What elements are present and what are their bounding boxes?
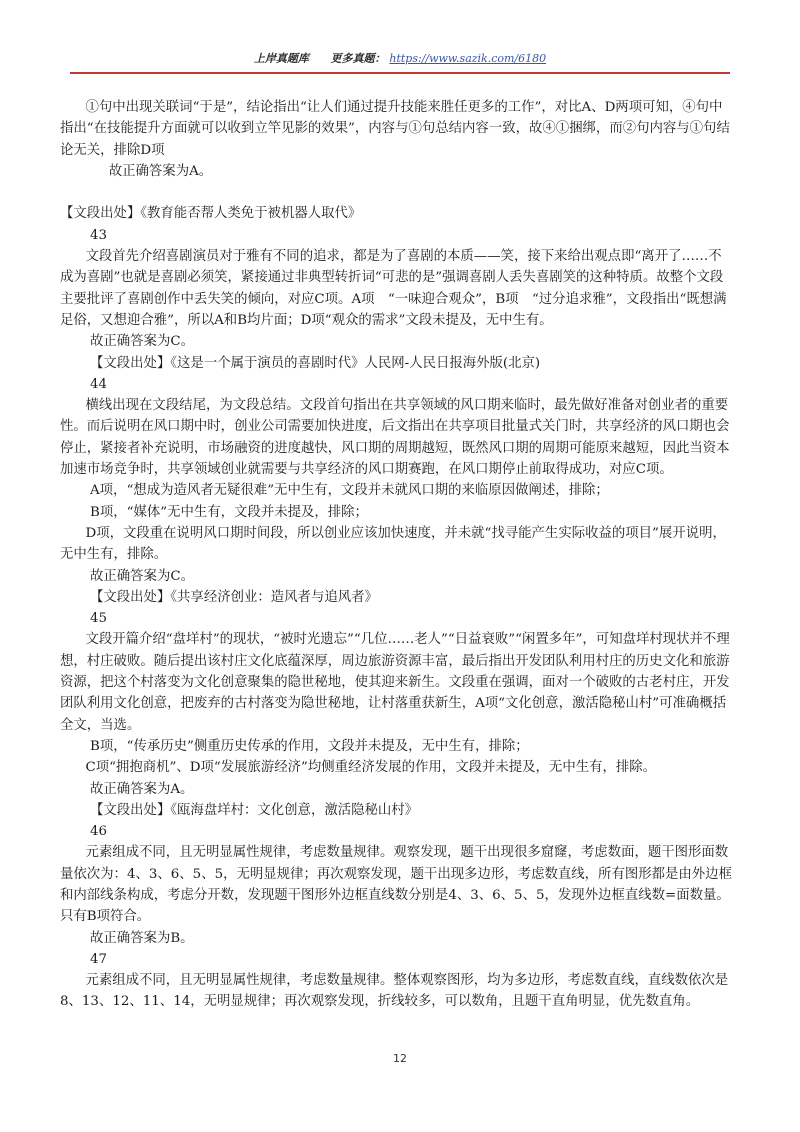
header-site-name: 上岸真题库: [253, 52, 309, 65]
answer-line: 故正确答案为A。: [90, 781, 194, 797]
source-citation: 【文段出处】《瓯海盘垟村：文化创意，激活隐秘山村》: [90, 802, 419, 818]
header-url-link[interactable]: https://www.sazik.com/6180: [389, 52, 547, 65]
page-header: [70, 50, 730, 72]
paragraph: C项“拥抱商机”、D项“发展旅游经济”均侧重经济发展的作用，文段并未提及，无中生有，排除。: [85, 760, 657, 776]
page-number: 12: [393, 1052, 407, 1065]
paragraph: 横线出现在文段结尾，为文段总结。文段首句指出在共享领域的风口期来临时，最先做好准备对创业者的重要性。而后说明在风口期中时，创业公司需要加快进度，后文指出在共享项目批量式关门时，共享经济的风口期也会停止，紧接者补充说明，市场融资的进度越快，风口期的周期越短，既然风口期的周期可能原来越短，因此当资本加速市场竞争时，共享领域创业就需要与共享经济的风口期赛跑，在风口期停止前取得成功，对应C项。: [60, 398, 730, 478]
question-number: 47: [90, 951, 108, 967]
paragraph: D项，文段重在说明风口期时间段，所以创业应该加快速度，并未就“找寻能产生实际收益的项目”展开说明，无中生有，排除。: [60, 525, 726, 563]
answer-line: 故正确答案为A。: [108, 163, 213, 179]
source-citation: 【文段出处】《教育能否帮人类免于被机器人取代》: [60, 206, 362, 222]
paragraph: 文段首先介绍喜剧演员对于雅有不同的追求，都是为了喜剧的本质——笑，接下来给出观点即“离开了……不成为喜剧”也就是喜剧必须笑，紧接通过非典型转折词“可悲的是”强调喜剧人丢失喜剧笑的这种特质。故整个文段主要批评了喜剧创作中丢失笑的倾向，对应C项。A项 “一味迎合观众”，B项 “过分追求雅”，文段指出“既想满足俗，又想迎合雅”，所以A和B均片面；D项“观众的需求”文段未提及，无中生有。: [60, 249, 727, 328]
paragraph: 文段开篇介绍“盘垟村”的现状，“被时光遗忘”“几位……老人”“日益衰败”“闲置多年”，可知盘垟村现状并不理想，村庄破败。随后提出该村庄文化底蕴深厚，周边旅游资源丰富，最后指出开发团队利用村庄的历史文化和旅游资源，把这个村落变为文化创意聚集的隐世秘地，使其迎来新生。文段重在强调，面对一个破败的古老村庄，开发团队利用文化创意，把废弃的古村落变为隐世秘地，让村落重获新生，A项“文化创意，激活隐秘山村”可准确概括全文，当选。: [60, 632, 730, 733]
paragraph: 元素组成不同，且无明显属性规律，考虑数量规律。观察发现，题干出现很多窟窿，考虑数面，题干图形面数量依次为：4、3、6、5、5，无明显规律；再次观察发现，题干出现多边形，考虑数直线，所有图形都是由外边框和内部线条构成，考虑分开数，发现题干图形外边框直线数分别是4、3、6、5、5，发现外边框直线数=面数量。只有B项符合。: [60, 845, 732, 925]
paragraph: B项，“媒体”无中生有，文段并未提及，排除；: [90, 504, 368, 520]
question-number: 46: [90, 824, 108, 840]
paragraph: B项，“传承历史”侧重历史传承的作用，文段并未提及，无中生有，排除；: [90, 738, 529, 754]
paragraph: A项，“想成为造风者无疑很难”无中生有，文段并未就风口期的来临原因做阐述，排除；: [90, 483, 609, 499]
answer-line: 故正确答案为B。: [90, 930, 194, 946]
question-number: 45: [90, 611, 108, 627]
question-number: 44: [90, 376, 108, 392]
source-citation: 【文段出处】《共享经济创业：造风者与追风者》: [90, 589, 378, 605]
header-label: 更多真题：: [330, 52, 386, 65]
paragraph: ①句中出现关联词“于是”，结论指出“让人们通过提升技能来胜任更多的工作”，对比A、D两项可知，④句中指出“在技能提升方面就可以收到立竿见影的效果”，内容与①句总结内容一致，故④①捆绑，而②句内容与①句结论无关，排除D项: [60, 100, 730, 158]
paragraph: 元素组成不同，且无明显属性规律，考虑数量规律。整体观察图形，均为多边形，考虑数直线，直线数依次是8、13、12、11、14，无明显规律；再次观察发现，折线较多，可以数角，且题干直角明显，优先数直角。: [60, 973, 729, 1010]
source-citation: 【文段出处】《这是一个属于演员的喜剧时代》人民网-人民日报海外版(北京): [90, 355, 541, 371]
document-body: [60, 97, 732, 1013]
answer-line: 故正确答案为C。: [90, 568, 194, 584]
header-divider: [70, 72, 730, 74]
answer-line: 故正确答案为C。: [90, 334, 194, 350]
blank-line: [90, 182, 732, 203]
question-number: 43: [90, 227, 108, 243]
